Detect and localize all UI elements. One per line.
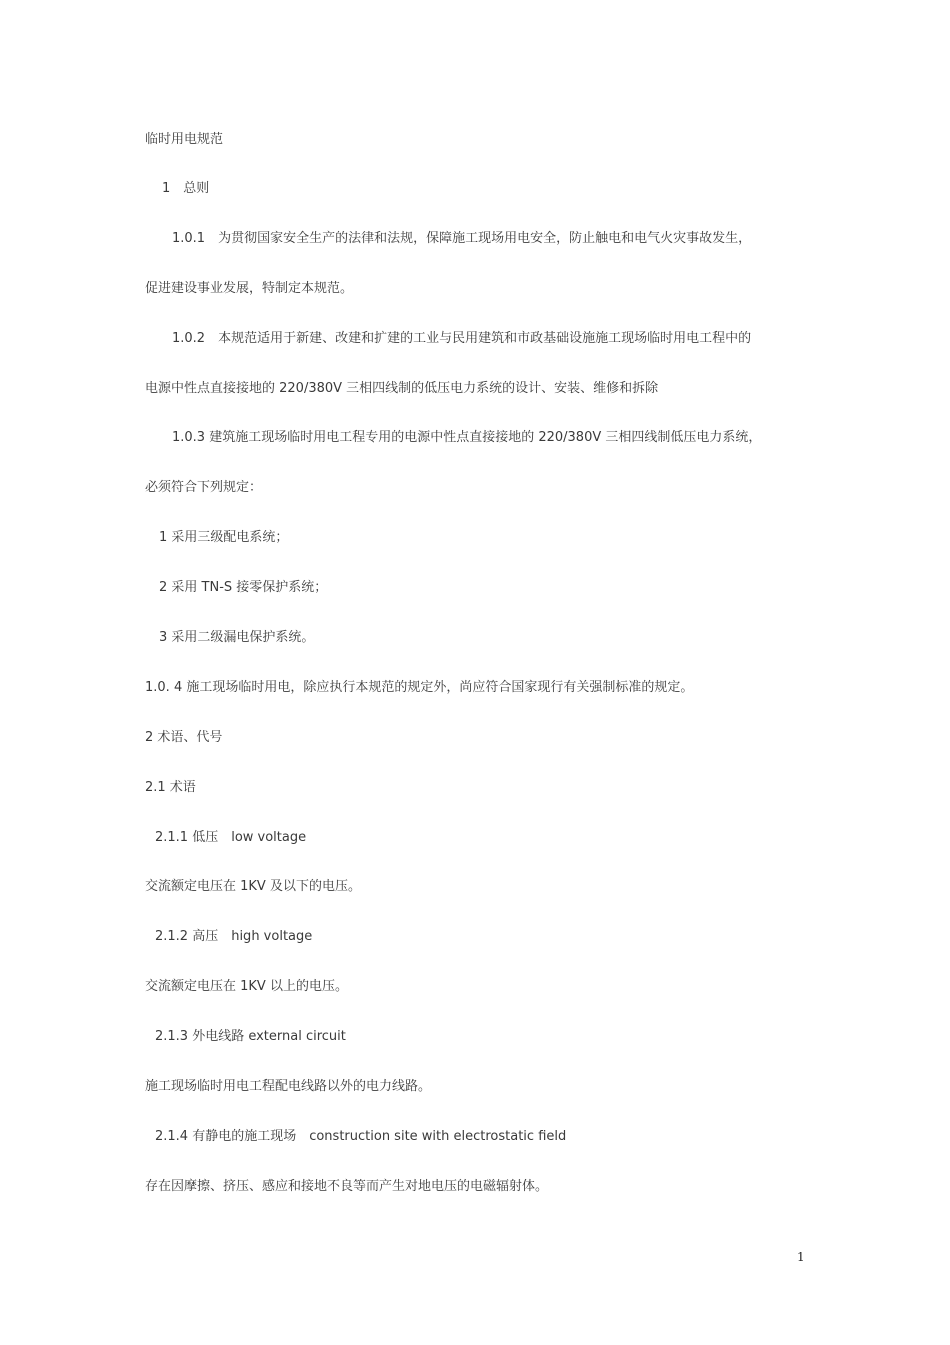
paragraph-line: 必须符合下列规定： [145,480,263,495]
list-item: 3 采用二级漏电保护系统。 [159,630,315,645]
term-definition: 交流额定电压在 1KV 以上的电压。 [145,979,348,994]
term-definition: 存在因摩擦、挤压、感应和接地不良等而产生对地电压的电磁辐射体。 [145,1179,549,1194]
document-title: 临时用电规范 [145,132,224,147]
page-number: 1 [797,1250,805,1264]
term-heading: 2.1.1 低压 low voltage [155,830,307,845]
paragraph-line: 促进建设事业发展，特制定本规范。 [145,281,354,296]
list-item: 1 采用三级配电系统； [159,530,289,545]
list-item: 2 采用 TN-S 接零保护系统； [159,580,328,595]
term-heading: 2.1.2 高压 high voltage [155,929,313,944]
paragraph-line: 电源中性点直接接地的 220/380V 三相四线制的低压电力系统的设计、安装、维修和拆除 [145,381,659,396]
term-heading: 2.1.3 外电线路 external circuit [155,1029,346,1044]
term-heading: 2.1.4 有静电的施工现场 construction site with electrostatic field [155,1129,567,1144]
term-definition: 施工现场临时用电工程配电线路以外的电力线路。 [145,1079,432,1094]
section-heading: 2 术语、代号 [145,730,223,745]
section-heading: 1 总则 [162,181,210,196]
term-definition: 交流额定电压在 1KV 及以下的电压。 [145,879,361,894]
paragraph-line: 1.0. 4 施工现场临时用电，除应执行本规范的规定外，尚应符合国家现行有关强制标准的规定。 [145,680,694,695]
paragraph-line: 1.0.2 本规范适用于新建、改建和扩建的工业与民用建筑和市政基础设施施工现场临时用电工程中的 [172,331,752,346]
paragraph-line: 1.0.3 建筑施工现场临时用电工程专用的电源中性点直接接地的 220/380V 三相四线制低压电力系统， [172,430,762,445]
subsection-heading: 2.1 术语 [145,780,196,795]
paragraph-line: 1.0.1 为贯彻国家安全生产的法律和法规，保障施工现场用电安全，防止触电和电气火灾事故发生， [172,231,752,246]
